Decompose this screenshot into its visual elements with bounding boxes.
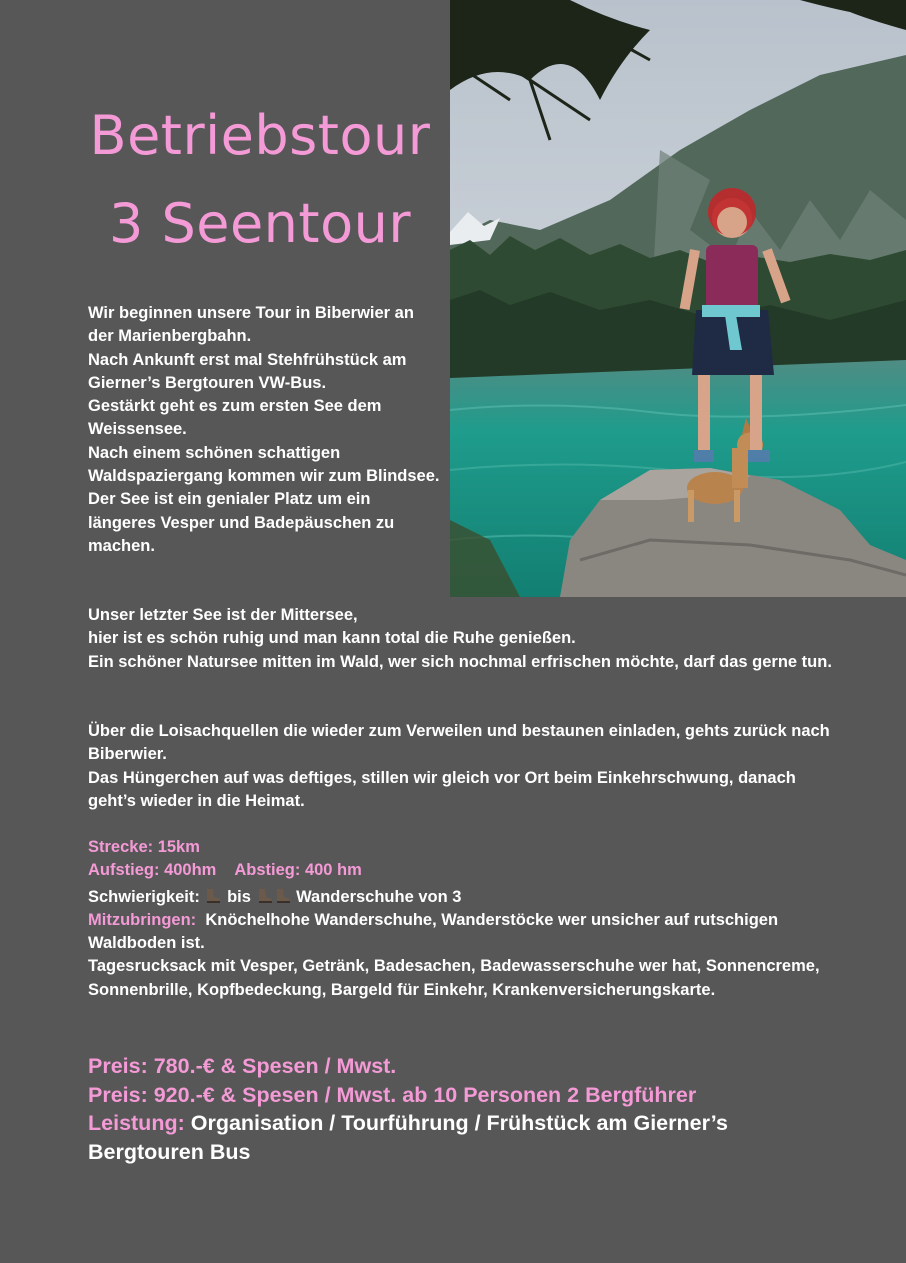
difficulty-to: bis (227, 887, 251, 906)
equipment-label: Mitzubringen: (88, 910, 197, 929)
paragraph-line: Das Hüngerchen auf was deftiges, stillen wir gleich vor Ort beim Einkehrschwung, danach geht’s wieder in die Heimat. (88, 768, 796, 810)
daypack-text: Tagesrucksack mit Vesper, Getränk, Badesachen, Badewasserschuhe wer hat, Sonnencreme, Sonnenbrille, Kopfbedeckung, Bargeld für Einkehr, Krankenversicherungskarte. (88, 957, 820, 999)
elevation-line (88, 859, 848, 882)
ascent-text: Aufstieg: 400hm (88, 861, 217, 880)
pricing-block (88, 1052, 848, 1166)
intro-line: Nach einem schönen schattigen Waldspaziergang kommen wir zum Blindsee. (88, 443, 440, 486)
title-line-2: 3 Seentour (108, 192, 412, 255)
paragraph-line: Unser letzter See ist der Mittersee, (88, 606, 358, 624)
difficulty-label: Schwierigkeit: (88, 887, 200, 906)
paragraph-line: Ein schöner Natursee mitten im Wald, wer sich nochmal erfrischen möchte, darf das gerne tun. (88, 652, 832, 671)
difficulty-line (88, 886, 848, 909)
intro-line: Der See ist ein genialer Platz um ein längeres Vesper und Badepäuschen zu machen. (88, 490, 395, 555)
descent-text: Abstieg: 400 hm (234, 861, 362, 880)
intro-line: Wir beginnen unsere Tour in Biberwier an der Marienbergbahn. (88, 304, 414, 346)
intro-line: Nach Ankunft erst mal Stehfrühstück am Gierner’s Bergtouren VW-Bus. (88, 350, 407, 392)
page-title (40, 92, 480, 268)
hiking-boot-icon (256, 887, 274, 905)
hiking-boot-icon (204, 887, 222, 905)
services-label: Leistung: (88, 1111, 185, 1135)
price-1: Preis: 780.-€ & Spesen / Mwst. (88, 1054, 397, 1078)
equipment-text: Knöchelhohe Wanderschuhe, Wanderstöcke wer unsicher auf rutschigen Waldboden ist. (88, 910, 779, 953)
price-2: Preis: 920.-€ & Spesen / Mwst. ab 10 Personen 2 Bergführer (88, 1082, 697, 1107)
intro-paragraph (88, 302, 440, 558)
intro-line: Gestärkt geht es zum ersten See dem Weissensee. (88, 397, 382, 439)
title-line-1: Betriebstour (89, 104, 431, 167)
hiking-boot-icon (274, 887, 292, 905)
services-line (88, 1109, 848, 1166)
paragraph-loisachquellen (88, 720, 848, 813)
equipment-line (88, 909, 848, 956)
services-text: Organisation / Tourführung / Frühstück am Gierner’s Bergtouren Bus (88, 1111, 728, 1164)
difficulty-suffix: Wanderschuhe von 3 (296, 887, 462, 906)
paragraph-line: Über die Loisachquellen die wieder zum Verweilen und bestaunen einladen, gehts zurück nach Biberwier. (88, 722, 830, 764)
paragraph-line: hier ist es schön ruhig und man kann total die Ruhe genießen. (88, 629, 576, 648)
distance-text: Strecke: 15km (88, 838, 200, 856)
tour-details (88, 836, 848, 1002)
lake-photo (450, 0, 906, 597)
paragraph-mittersee (88, 604, 848, 674)
